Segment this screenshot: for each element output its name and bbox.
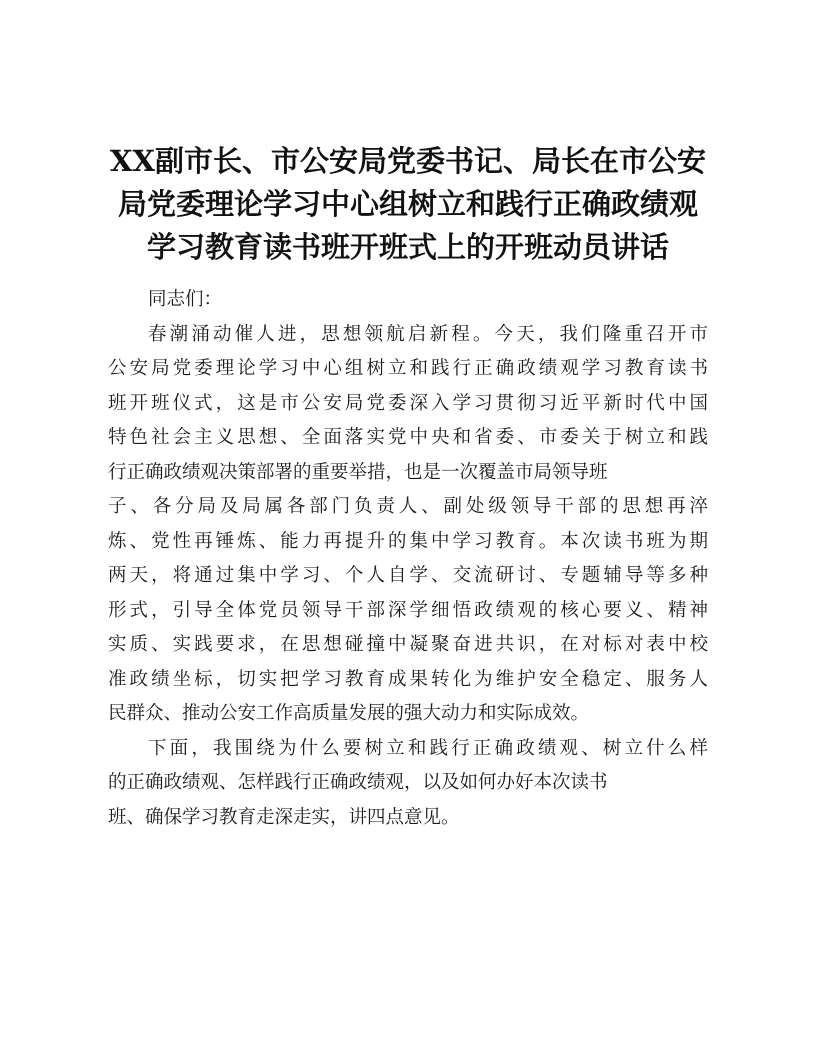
title-line: XX副市长、市公安局党委书记、局长在市公安 [109, 144, 706, 178]
paragraph-line: 的正确政绩观、怎样践行正确政绩观，以及如何办好本次读书 [108, 772, 608, 793]
paragraph-line: 下面，我围绕为什么要树立和践行正确政绩观、树立什么样 [148, 737, 708, 759]
paragraph-line: 特色社会主义思想、全面落实党中央和省委、市委关于树立和践 [108, 427, 708, 448]
paragraph-2 [108, 732, 708, 836]
paragraph-line: 炼、党性再锤炼、能力再提升的集中学习教育。本次读书班为期 [108, 530, 708, 552]
title-line: 局党委理论学习中心组树立和践行正确政绩观 [117, 187, 698, 221]
paragraph-line: 班开班仪式，这是市公安局党委深入学习贯彻习近平新时代中国 [108, 392, 708, 414]
paragraph-line: 春潮涌动催人进，思想领航启新程。今天，我们隆重召开市 [148, 323, 708, 345]
document-title [100, 140, 716, 269]
salutation [108, 283, 708, 318]
paragraph-line: 形式，引导全体党员领导干部深学细悟政绩观的核心要义、精神 [108, 599, 708, 621]
document-body [108, 283, 708, 835]
paragraph-line: 两天，将通过集中学习、个人自学、交流研讨、专题辅导等多种 [108, 565, 708, 586]
paragraph-line: 子、各分局及局属各部门负责人、副处级领导干部的思想再淬 [108, 496, 708, 517]
paragraph-line: 准政绩坐标，切实把学习教育成果转化为维护安全稳定、服务人 [108, 668, 708, 690]
paragraph-line: 班、确保学习教育走深走实，讲四点意见。 [108, 806, 460, 828]
paragraph-line: 民群众、推动公安工作高质量发展的强大动力和实际成效。 [108, 703, 590, 724]
title-line: 学习教育读书班开班式上的开班动员讲话 [146, 230, 669, 264]
paragraph-line: 公安局党委理论学习中心组树立和践行正确政绩观学习教育读书 [108, 358, 708, 379]
salutation-text: 同志们： [148, 289, 223, 310]
paragraph-1 [108, 318, 708, 732]
paragraph-line: 实质、实践要求，在思想碰撞中凝聚奋进共识，在对标对表中校 [108, 634, 708, 655]
paragraph-line: 行正确政绩观决策部署的重要举措，也是一次覆盖市局领导班 [108, 461, 608, 483]
